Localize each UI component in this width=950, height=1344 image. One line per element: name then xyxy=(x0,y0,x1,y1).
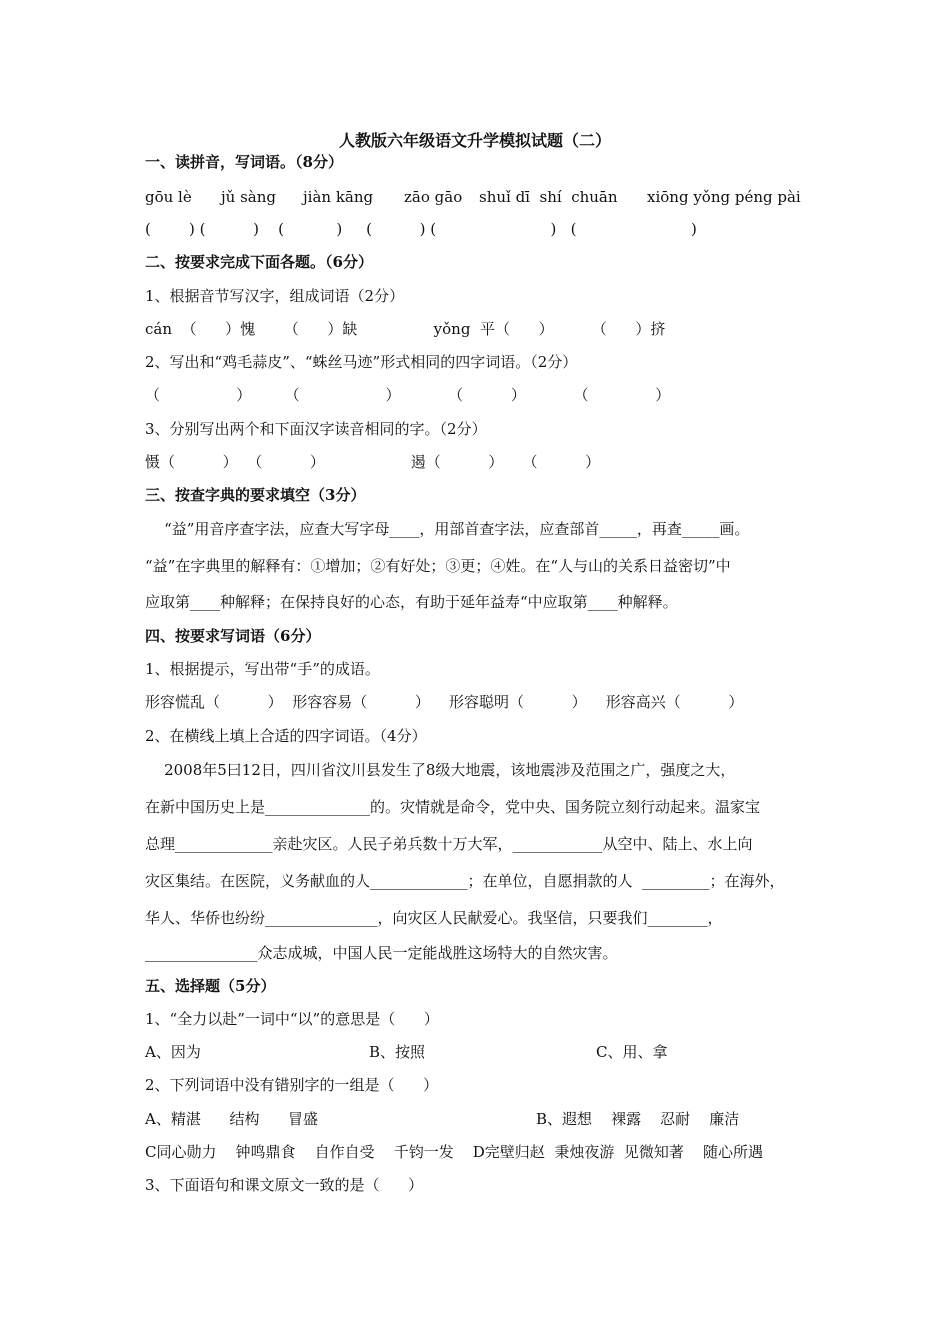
pinyin-6: xiōng yǒng péng pài xyxy=(647,188,801,206)
option-5-2-a: A、精湛 结构 冒盛 xyxy=(145,1110,319,1128)
question-4-2: 2、在横线上填上合适的四字词语。（4分） xyxy=(145,727,427,745)
passage-line-2: 在新中国历史上是______________的。灾情就是命令，党中央、国务院立刻行动起来。温家宝 xyxy=(145,798,761,816)
question-5-2: 2、下列词语中没有错别字的一组是（ ） xyxy=(145,1076,439,1094)
question-2-1: 1、根据音节写汉字，组成词语（2分） xyxy=(145,287,405,305)
option-5-1-c: C、用、拿 xyxy=(596,1043,668,1061)
passage-line-4: 灾区集结。在医院，义务献血的人_____________；在单位，自愿捐款的人 _________；在海外， xyxy=(145,872,785,890)
section-1-heading: 一、读拼音，写词语。（8分） xyxy=(145,153,343,171)
question-5-3: 3、下面语句和课文原文一致的是（ ） xyxy=(145,1176,424,1194)
pinyin-2: jǔ sàng xyxy=(221,188,276,206)
section-4-heading: 四、按要求写词语（6分） xyxy=(145,627,321,645)
pinyin-1: gōu lè xyxy=(145,188,192,206)
question-4-1: 1、根据提示，写出带“手”的成语。 xyxy=(145,660,380,678)
passage-line-6: _______________众志成城，中国人民一定能战胜这场特大的自然灾害。 xyxy=(145,944,618,962)
question-2-3-answer: 慑（ ） （ ） 遏（ ） （ ） xyxy=(145,453,601,471)
question-2-3: 3、分别写出两个和下面汉字读音相同的字。（2分） xyxy=(145,420,487,438)
section-3-line-2: “益”在字典里的解释有：①增加；②有好处；③更；④姓。在“人与山的关系日益密切”中 xyxy=(145,557,731,575)
option-5-1-a: A、因为 xyxy=(145,1043,201,1061)
page-title: 人教版六年级语文升学模拟试题（二） xyxy=(338,131,611,150)
section-3-line-1: “益”用音序查字法，应查大写字母____，用部首查字法，应查部首_____，再查_____画。 xyxy=(145,520,750,538)
question-2-2: 2、写出和“鸡毛蒜皮”、“蛛丝马迹”形式相同的四字词语。（2分） xyxy=(145,353,578,371)
section-3-line-3: 应取第____种解释；在保持良好的心态，有助于延年益寿“中应取第____种解释。 xyxy=(145,593,678,611)
options-5-2-c-d: C同心勋力 钟鸣鼎食 自作自受 千钧一发 D完壁归赵 秉烛夜游 见微知著 随心所遇 xyxy=(145,1143,763,1161)
option-5-1-b: B、按照 xyxy=(369,1043,426,1061)
pinyin-5: shuǐ dī shí chuān xyxy=(479,188,618,206)
section-3-heading: 三、按查字典的要求填空（3分） xyxy=(145,486,366,504)
passage-line-5: 华人、华侨也纷纷_______________，向灾区人民献爱心。我坚信，只要我们________， xyxy=(145,909,723,927)
option-5-2-b: B、遐想 裸露 忍耐 廉洁 xyxy=(536,1110,740,1128)
question-2-1-answer: cán （ ）愧 （ ）缺 yǒng 平（ ） （ ）挤 xyxy=(145,320,666,338)
question-4-1-answer: 形容慌乱（ ） 形容容易（ ） 形容聪明（ ） 形容高兴（ ） xyxy=(145,693,744,711)
question-2-2-answer: （ ） （ ） （ ） （ ） xyxy=(145,386,671,404)
pinyin-3: jiàn kāng xyxy=(303,188,374,206)
passage-line-1: 2008年5曰12日，四川省汶川县发生了8级大地震，该地震涉及范围之广，强度之大， xyxy=(145,761,736,779)
question-5-1: 1、“全力以赴”一词中“以”的意思是（ ） xyxy=(145,1010,439,1028)
section-2-heading: 二、按要求完成下面各题。（6分） xyxy=(145,253,373,271)
section-5-heading: 五、选择题（5分） xyxy=(145,977,276,995)
passage-line-3: 总理_____________亲赴灾区。人民子弟兵数十万大军，____________从空中、陆上、水上向 xyxy=(145,835,753,853)
answer-brackets: ( ) ( ) ( ) ( ) ( ) ( ) xyxy=(145,220,697,238)
pinyin-4: zāo gāo xyxy=(404,188,463,206)
